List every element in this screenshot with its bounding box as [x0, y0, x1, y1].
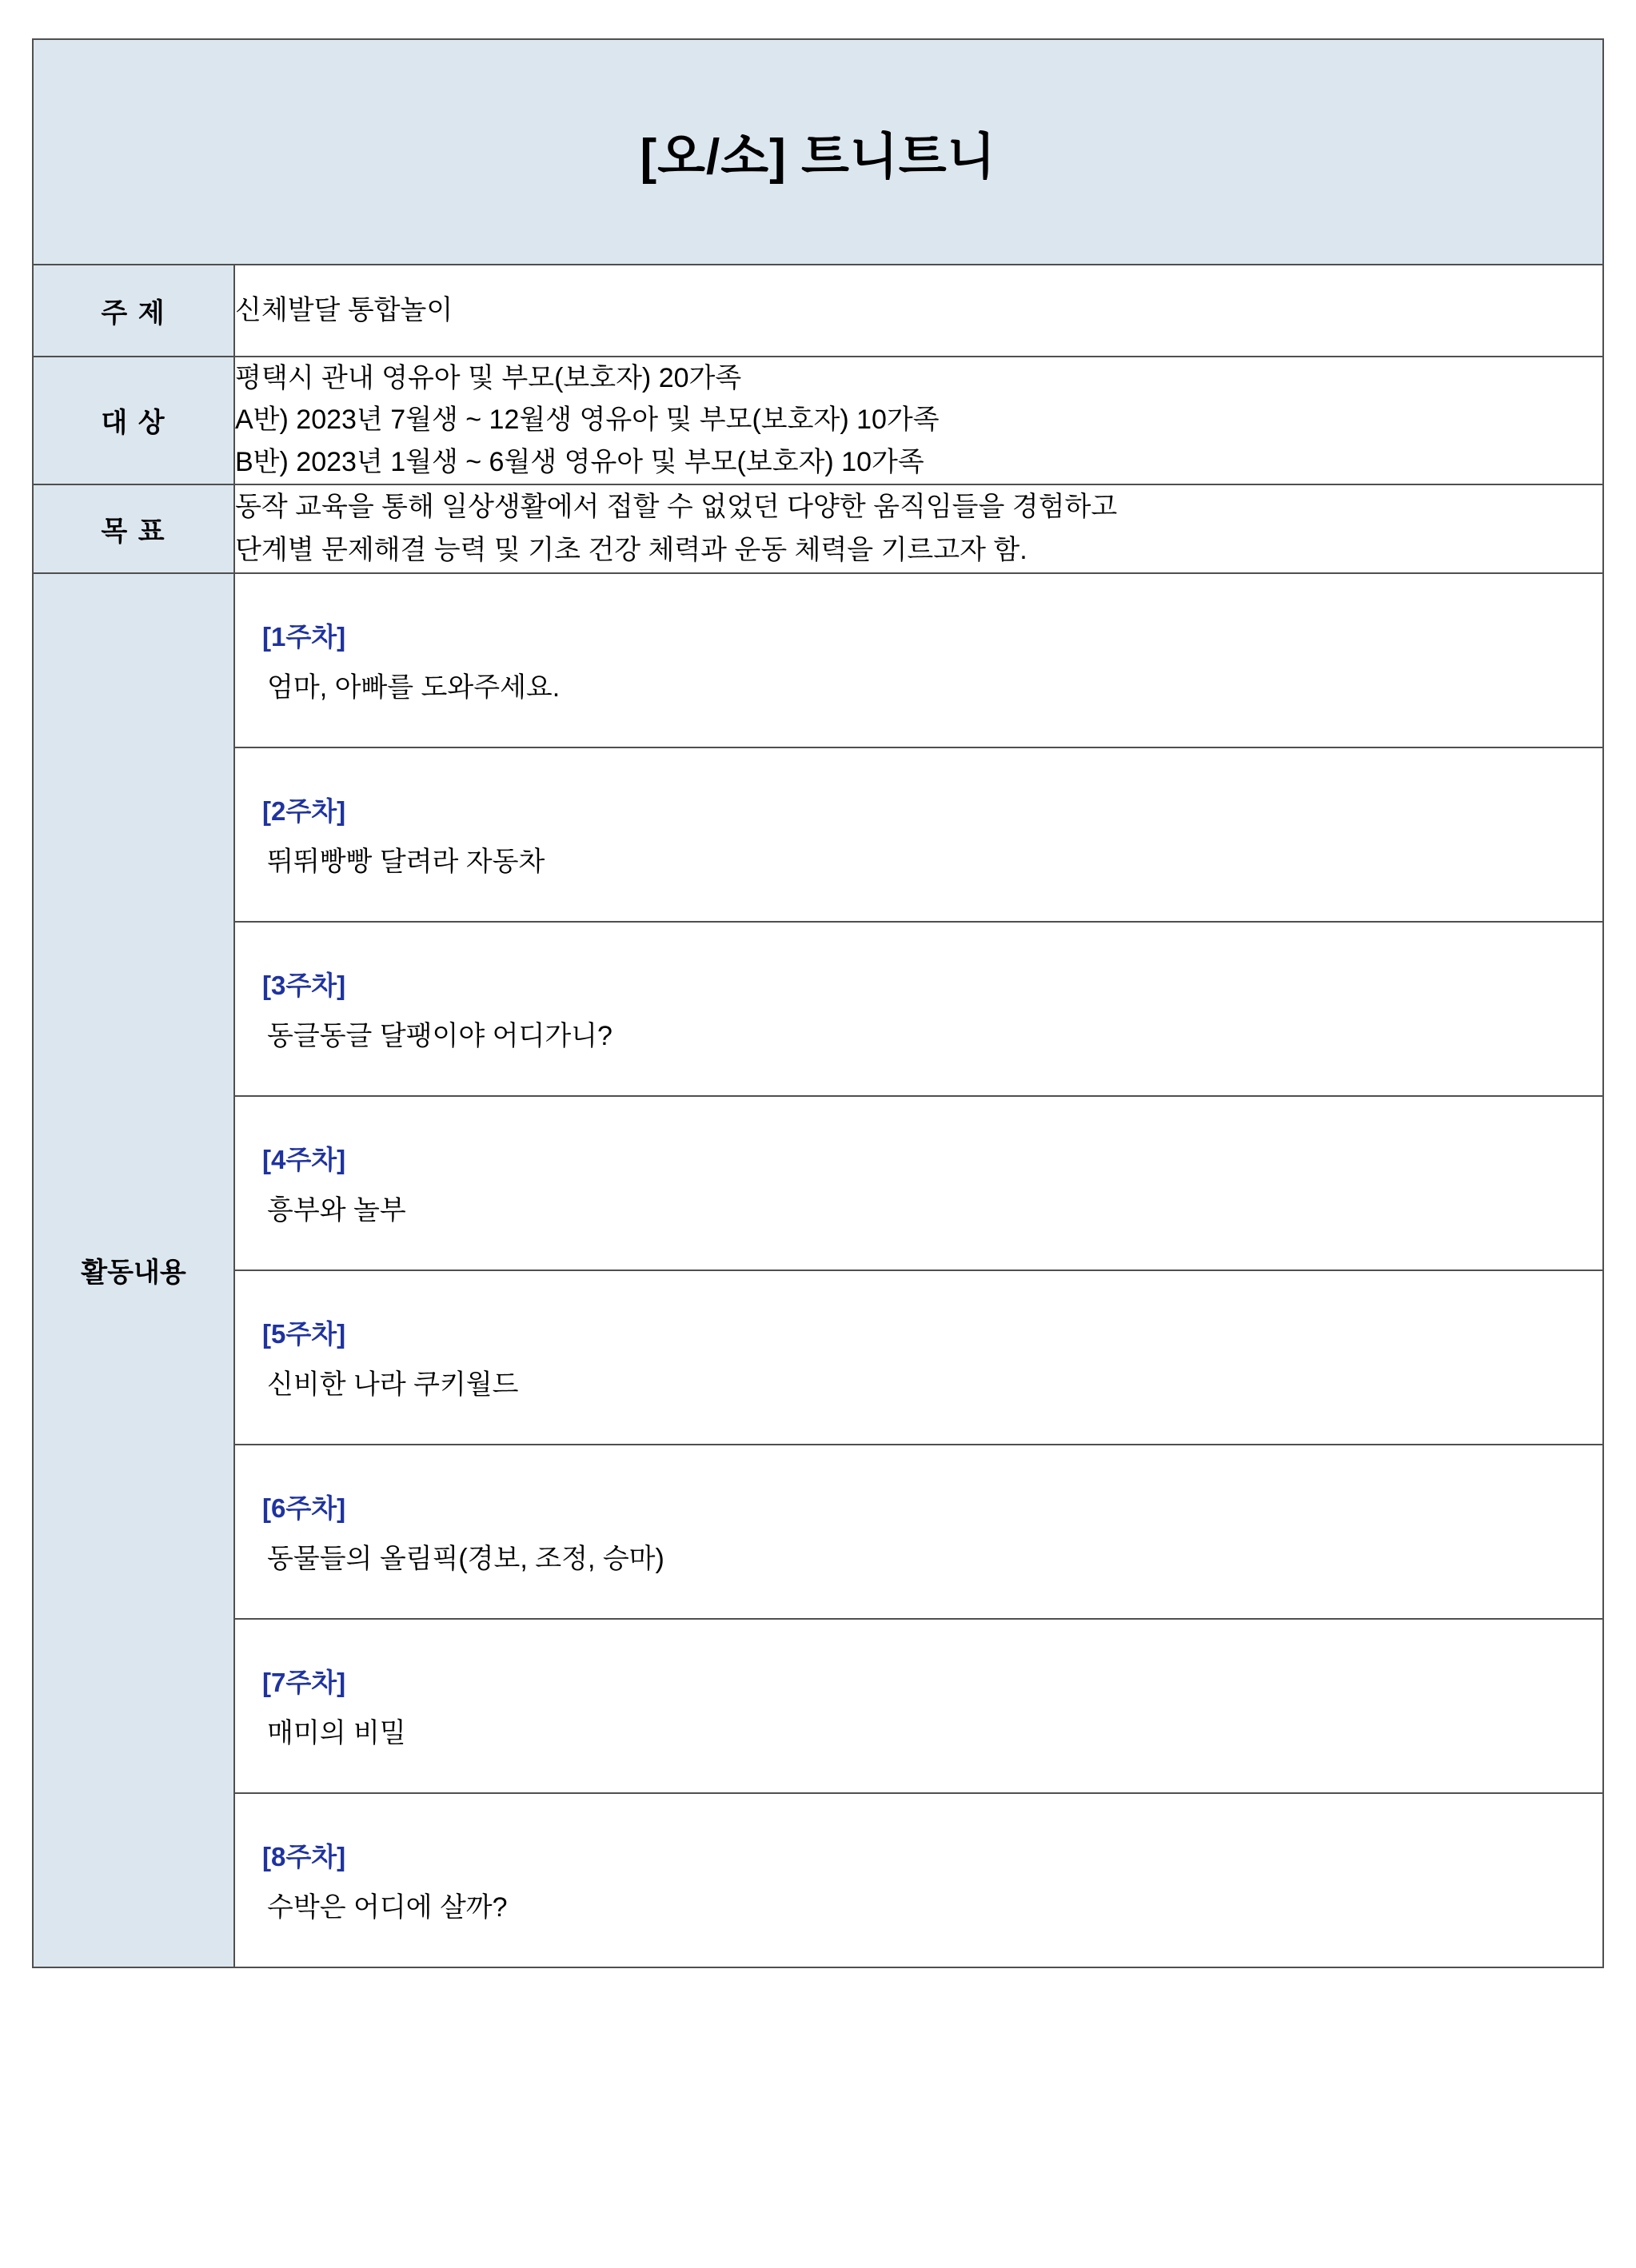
activity-cell: [235, 1096, 1602, 1270]
activity-title: 엄마, 아빠를 도와주세요.: [267, 672, 561, 703]
activity-cell: [235, 922, 1602, 1096]
subject-row: [33, 265, 1603, 357]
document-title: [오/소] 트니트니: [33, 39, 1603, 265]
activity-cell: [235, 1793, 1602, 1967]
activity-week: [7주차]: [262, 1667, 346, 1697]
subject-label: 주 제: [33, 265, 234, 357]
activity-title: 동물들의 올림픽(경보, 조정, 승마): [267, 1543, 664, 1574]
goal-line-1: 동작 교육을 통해 일상생활에서 접할 수 없었던 다양한 움직임들을 경험하고: [235, 491, 1118, 522]
activity-week: [8주차]: [262, 1841, 346, 1871]
activity-list: [235, 574, 1602, 1967]
activity-week: [3주차]: [262, 970, 346, 1000]
target-row: [33, 357, 1603, 484]
activity-cell: [235, 1445, 1602, 1619]
activity-item: [235, 747, 1602, 922]
program-info-table: [32, 38, 1604, 1968]
activity-item: [235, 1270, 1602, 1445]
target-label: 대 상: [33, 357, 234, 484]
activity-title: 흥부와 놀부: [267, 1194, 406, 1226]
activity-row: [33, 573, 1603, 1967]
activity-cell: [235, 1270, 1602, 1445]
activity-week: [5주차]: [262, 1318, 346, 1349]
activity-week: [1주차]: [262, 621, 346, 652]
goal-line-2: 단계별 문제해결 능력 및 기초 건강 체력과 운동 체력을 기르고자 함.: [235, 535, 1027, 566]
activity-title: 동글동글 달팽이야 어디가니?: [267, 1020, 613, 1051]
activity-title: 수박은 어디에 살까?: [267, 1891, 508, 1923]
activity-item: [235, 1619, 1602, 1793]
activity-title: 신비한 나라 쿠키월드: [267, 1369, 519, 1400]
activity-title: 뛰뛰빵빵 달려라 자동차: [267, 846, 545, 877]
title-row: [33, 39, 1603, 265]
goal-label: 목 표: [33, 484, 234, 573]
goal-row: [33, 484, 1603, 573]
activity-item: [235, 1793, 1602, 1967]
target-line-2: A반) 2023년 7월생 ~ 12월생 영유아 및 부모(보호자) 10가족: [235, 405, 940, 436]
activity-week: [2주차]: [262, 795, 346, 826]
activity-week: [4주차]: [262, 1144, 346, 1174]
target-value: [234, 357, 1603, 484]
activity-cell: [235, 1619, 1602, 1793]
activity-title: 매미의 비밀: [267, 1717, 406, 1748]
activity-label: 활동내용: [33, 573, 234, 1967]
activity-cell: [235, 747, 1602, 922]
activity-item: [235, 1096, 1602, 1270]
activity-list-container: [234, 573, 1603, 1967]
activity-item: [235, 1445, 1602, 1619]
activity-week: [6주차]: [262, 1493, 346, 1523]
activity-item: [235, 574, 1602, 747]
activity-cell: [235, 574, 1602, 747]
target-line-3: B반) 2023년 1월생 ~ 6월생 영유아 및 부모(보호자) 10가족: [235, 447, 924, 478]
goal-value: [234, 484, 1603, 573]
activity-item: [235, 922, 1602, 1096]
subject-value: 신체발달 통합놀이: [234, 265, 1603, 357]
target-line-1: 평택시 관내 영유아 및 부모(보호자) 20가족: [235, 362, 742, 393]
